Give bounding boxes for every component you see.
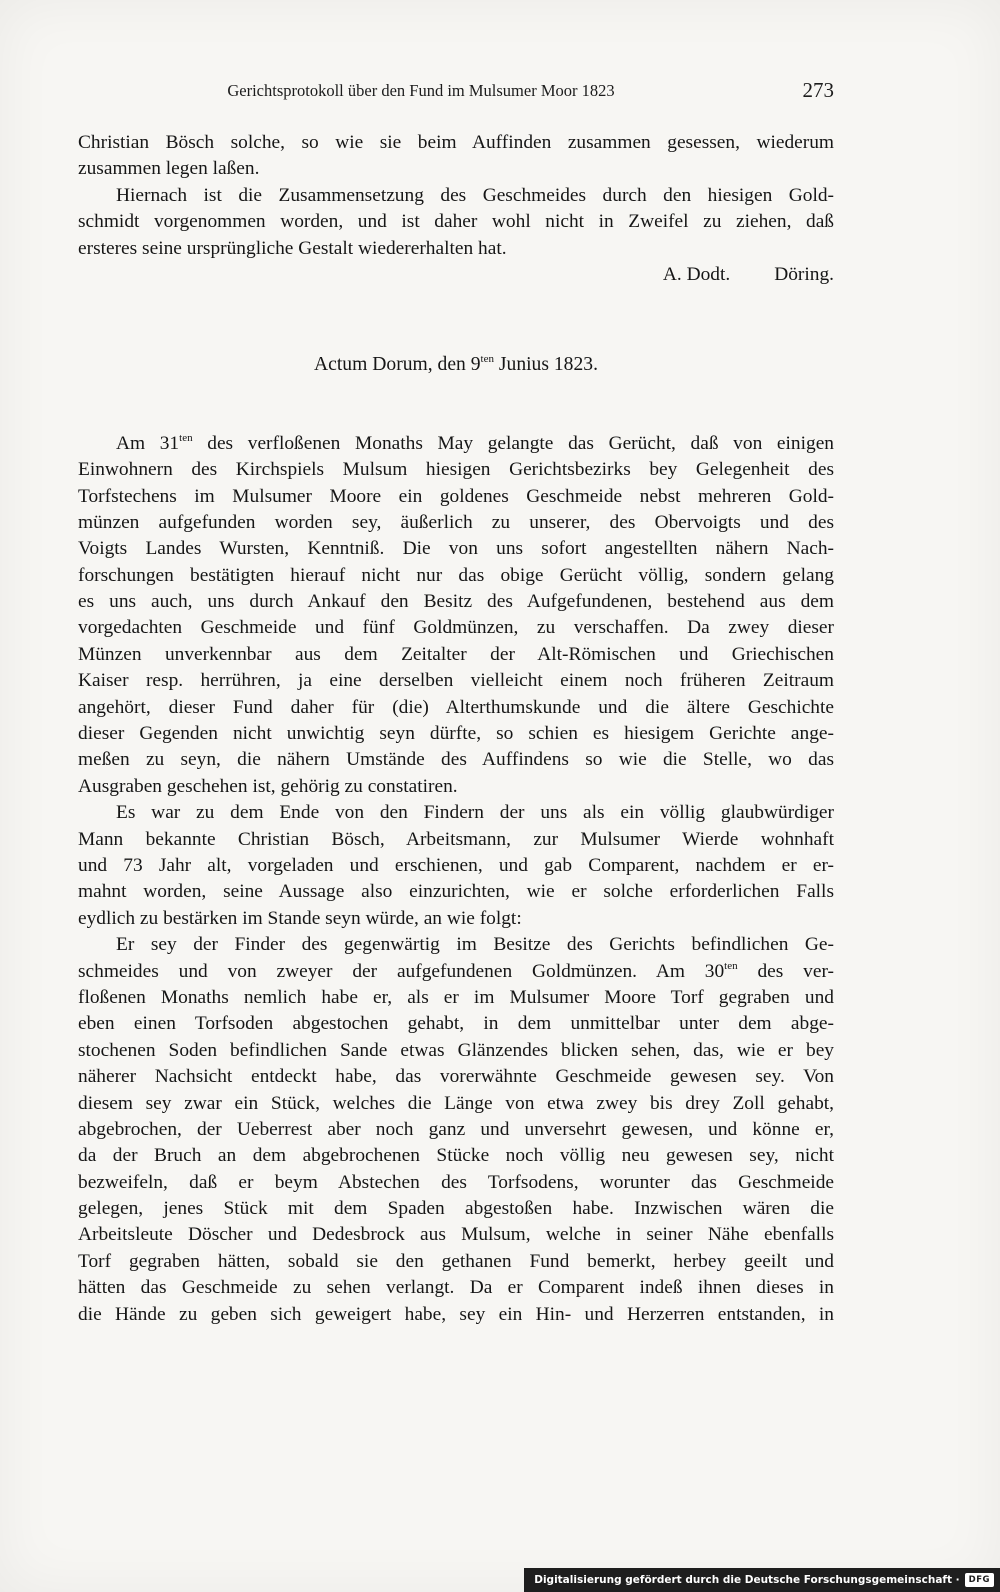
text-line: dieser Gegenden nicht unwichtig seyn dürfte, so schien es hiesigem Gerichte ange- — [78, 723, 834, 745]
signatures — [78, 262, 834, 288]
paragraph — [78, 183, 834, 262]
paragraph — [78, 431, 834, 800]
text-line: Münzen unverkennbar aus dem Zeitalter der Alt-Römischen und Griechischen — [78, 643, 834, 665]
text-line: Torf gegraben hätten, sobald sie den gethanen Fund bemerkt, herbey geeilt und — [78, 1250, 834, 1272]
text-line: Am $31^{ten}$ des verfloßenen Monaths May gelangte das Gerücht, daß von einigen — [116, 431, 834, 454]
running-title: Gerichtsprotokoll über den Fund im Mulsumer Moor 1823 — [227, 81, 615, 100]
text-line: meßen zu seyn, die nähern Umstände des Auffindens so wie die Stelle, wo das — [78, 749, 834, 771]
section-heading: Actum Dorum, den $9^{ten}$ Junius 1823. — [314, 353, 598, 376]
text-line: Er sey der Finder des gegenwärtig im Besitze des Gerichts befindlichen Ge- — [116, 934, 834, 956]
text-line: Hiernach ist die Zusammensetzung des Geschmeides durch den hiesigen Gold- — [116, 184, 834, 206]
text-line: Mann bekannte Christian Bösch, Arbeitsmann, zur Mulsumer Wierde wohnhaft — [78, 828, 834, 850]
text-line: da der Bruch an dem abgebrochenen Stücke noch völlig neu gewesen sey, nicht — [78, 1145, 834, 1167]
text-line: Voigts Landes Wursten, Kenntniß. Die von uns sofort angestellten nähern Nach- — [78, 538, 834, 560]
signature-doering: Döring. — [774, 263, 834, 285]
text-line: eben einen Torfsoden abgestochen gehabt, in dem unmittelbar unter dem abge- — [78, 1013, 834, 1035]
text-line: schmeides und von zweyer der aufgefundenen Goldmünzen. Am $30^{ten}$ des ver- — [78, 959, 834, 982]
digitization-footer — [524, 1568, 1000, 1592]
text-line: stochenen Soden befindlichen Sande etwas Glänzendes blicken sehen, das, wie er bey — [78, 1039, 834, 1061]
text-line: forschungen bestätigten hierauf nicht nur das obige Gerücht völlig, sondern gelang — [78, 564, 834, 586]
text-line: diesem sey zwar ein Stück, welches die Länge von etwa zwey bis drey Zoll gehabt, — [78, 1092, 834, 1114]
text-line: Es war zu dem Ende von den Findern der uns als ein völlig glaubwürdiger — [116, 802, 834, 824]
paragraph — [78, 800, 834, 932]
text-line: hätten das Geschmeide zu sehen verlangt. Da er Comparent indeß ihnen dieses in — [78, 1277, 834, 1299]
text-line: Torfstechens im Mulsumer Moore ein goldenes Geschmeide nebst mehreren Gold- — [78, 485, 834, 507]
dfg-logo-icon: DFG — [965, 1573, 994, 1587]
text-line: vorgedachten Geschmeide und fünf Goldmünzen, zu verschaffen. Da zwey dieser — [78, 617, 834, 639]
text-line: Christian Bösch solche, so wie sie beim Auffinden zusammen gesessen, wiederum — [78, 132, 834, 153]
text-line: Einwohnern des Kirchspiels Mulsum hiesigen Gerichtsbezirks bey Gelegenheit des — [78, 459, 834, 481]
paragraph — [78, 932, 834, 1328]
text-line: eydlich zu bestärken im Stande seyn würde, an wie folgt: — [78, 907, 522, 929]
text-line: Kaiser resp. herrühren, ja eine derselben vielleicht einem noch früheren Zeitraum — [78, 670, 834, 692]
text-line: münzen aufgefunden worden sey, äußerlich zu unserer, des Obervoigts und des — [78, 511, 834, 533]
text-line: Ausgraben geschehen ist, gehörig zu constatiren. — [78, 775, 458, 797]
text-line: angehört, dieser Fund daher für (die) Alterthumskunde und die ältere Geschichte — [78, 696, 834, 718]
text-line: ersteres seine ursprüngliche Gestalt wiedererhalten hat. — [78, 237, 507, 259]
footer-text: Digitalisierung gefördert durch die Deutsche Forschungsgemeinschaft · — [534, 1574, 960, 1586]
page-number: 273 — [802, 78, 834, 102]
body-text — [78, 130, 834, 1328]
text-line: mahnt worden, seine Aussage also einzurichten, wie er solche erforderlichen Falls — [78, 881, 834, 903]
running-header — [78, 78, 834, 108]
text-line: schmidt vorgenommen worden, und ist daher wohl nicht in Zweifel zu ziehen, daß — [78, 211, 834, 233]
text-line: bezweifeln, daß er beym Abstechen des Torfsodens, worunter das Geschmeide — [78, 1171, 834, 1193]
text-line: floßenen Monaths nemlich habe er, als er im Mulsumer Moore Torf gegraben und — [78, 986, 834, 1008]
text-line: die Hände zu geben sich geweigert habe, sey ein Hin- und Herzerren entstanden, in — [78, 1303, 834, 1325]
text-line: Arbeitsleute Döscher und Dedesbrock aus Mulsum, welche in seiner Nähe ebenfalls — [78, 1224, 834, 1246]
text-line: und 73 Jahr alt, vorgeladen und erschienen, und gab Comparent, nachdem er er- — [78, 854, 834, 876]
paragraph — [78, 130, 834, 183]
text-line: gelegen, jenes Stück mit dem Spaden abgestoßen habe. Inzwischen wären die — [78, 1198, 834, 1220]
text-line: abgebrochen, der Ueberrest aber noch ganz und unversehrt gewesen, und könne er, — [78, 1118, 834, 1140]
text-line: es uns auch, uns durch Ankauf den Besitz des Aufgefundenen, bestehend aus dem — [78, 591, 834, 613]
text-line: näherer Nachsicht entdeckt habe, das vorerwähnte Geschmeide gewesen sey. Von — [78, 1066, 834, 1088]
text-line: zusammen legen laßen. — [78, 158, 260, 180]
signature-dodt: A. Dodt. — [662, 263, 731, 285]
